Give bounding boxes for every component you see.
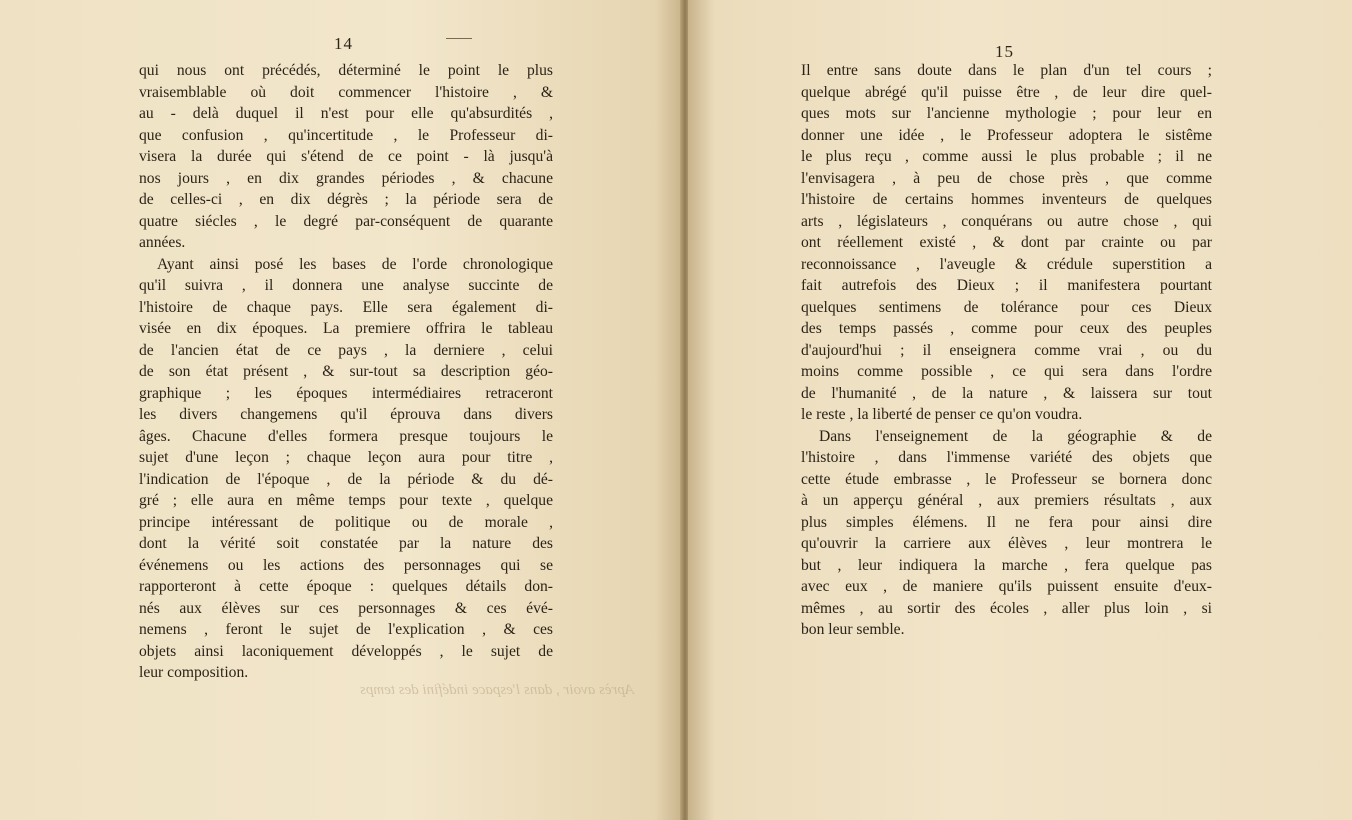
text-line: moins comme possible , ce qui sera dans l'ordre	[801, 363, 1212, 380]
text-line: quatre siécles , le degré par-conséquent de quarante	[139, 212, 553, 230]
text-line: qu'il suivra , il donnera une analyse succinte de	[139, 277, 553, 294]
text-line: dont la vérité soit constatée par la nature des	[139, 535, 553, 552]
text-line: plus simples élémens. Il ne fera pour ainsi dire	[801, 513, 1212, 531]
text-line: événemens ou les actions des personnages qui se	[139, 556, 553, 574]
text-line: de son état présent , & sur-tout sa description géo-	[139, 363, 553, 380]
text-line: à un apperçu général , aux premiers résultats , aux	[801, 492, 1212, 509]
text-line: de celles-ci , en dix dégrès ; la période sera de	[139, 191, 553, 208]
text-line: l'envisagera , à peu de chose près , que comme	[801, 169, 1212, 187]
text-line: but , leur indiquera la marche , fera quelque pas	[801, 556, 1212, 574]
text-line: graphique ; les époques intermédiaires retraceront	[139, 384, 553, 402]
text-line: fait autrefois des Dieux ; il manifestera pourtant	[801, 277, 1212, 294]
header-rule	[446, 38, 472, 39]
text-line: ont réellement existé , & dont par crainte ou par	[801, 234, 1212, 251]
text-line: Il entre sans doute dans le plan d'un tel cours ;	[801, 62, 1212, 79]
text-line: de l'ancien état de ce pays , la derniere , celui	[139, 341, 553, 359]
left-page-text	[139, 60, 553, 684]
text-line: l'indication de l'époque , de la période & du dé-	[139, 470, 553, 488]
text-line: mêmes , au sortir des écoles , aller plus loin , si	[801, 599, 1212, 617]
text-line: bon leur semble.	[801, 621, 905, 638]
text-line: quelque abrégé qu'il puisse être , de leur dire quel-	[801, 83, 1212, 101]
page-number-right: 15	[995, 42, 1014, 61]
text-line: qu'ouvrir la carriere aux élèves , leur montrera le	[801, 535, 1212, 552]
text-line: cette étude embrasse , le Professeur se bornera donc	[801, 470, 1212, 488]
text-line: années.	[139, 234, 186, 251]
text-line: le plus reçu , comme aussi le plus probable ; il ne	[801, 148, 1212, 165]
text-line: des temps passés , comme pour ceux des peuples	[801, 320, 1212, 337]
text-line: quelques sentimens de tolérance pour ces Dieux	[801, 298, 1212, 316]
right-page-text	[801, 60, 1212, 641]
text-line: d'aujourd'hui ; il enseignera comme vrai , ou du	[801, 341, 1212, 359]
text-line: Dans l'enseignement de la géographie & de	[819, 427, 1212, 445]
text-line: Ayant ainsi posé les bases de l'orde chronologique	[157, 255, 553, 273]
text-line: reconnoissance , l'aveugle & crédule superstition a	[801, 255, 1212, 273]
text-line: âges. Chacune d'elles formera presque toujours le	[139, 427, 553, 445]
text-line: visera la durée qui s'étend de ce point - là jusqu'à	[139, 148, 553, 165]
text-line: avec eux , de maniere qu'ils puissent ensuite d'eux-	[801, 578, 1212, 595]
text-line: vraisemblable où doit commencer l'histoire , &	[139, 83, 553, 101]
text-line: objets ainsi laconiquement développés , le sujet de	[139, 642, 553, 660]
text-line: l'histoire de chaque pays. Elle sera également di-	[139, 298, 553, 316]
text-line: les divers changemens qu'il éprouva dans divers	[139, 406, 553, 423]
text-line: leur composition.	[139, 664, 249, 681]
text-line: ques mots sur l'ancienne mythologie ; pour leur en	[801, 105, 1212, 122]
text-line: nos jours , en dix grandes périodes , & chacune	[139, 169, 553, 187]
text-line: rapporteront à cette époque : quelques détails don-	[139, 578, 553, 595]
text-line: le reste , la liberté de penser ce qu'on voudra.	[801, 406, 1083, 423]
text-line: gré ; elle aura en même temps pour texte , quelque	[139, 492, 553, 509]
page-number-left: 14	[334, 34, 353, 53]
bleed-through-text: Après avoir , dans l'espace indéfini des temps	[360, 682, 634, 698]
text-line: qui nous ont précédés, déterminé le point le plus	[139, 62, 553, 79]
text-line: l'histoire de certains hommes inventeurs de quelques	[801, 191, 1212, 208]
text-line: nemens , feront le sujet de l'explication , & ces	[139, 621, 553, 638]
text-line: arts , législateurs , conquérans ou autre chose , qui	[801, 212, 1212, 230]
text-line: nés aux élèves sur ces personnages & ces évé-	[139, 599, 553, 617]
text-line: l'histoire , dans l'immense variété des objets que	[801, 449, 1212, 466]
text-line: au - delà duquel il n'est pour elle qu'absurdités ,	[139, 105, 553, 122]
text-line: visée en dix époques. La premiere offrira le tableau	[139, 320, 553, 337]
text-line: donner une idée , le Professeur adoptera le sistême	[801, 126, 1212, 144]
text-line: que confusion , qu'incertitude , le Professeur di-	[139, 126, 553, 144]
right-page	[688, 0, 1352, 820]
text-line: sujet d'une leçon ; chaque leçon aura pour titre ,	[139, 449, 553, 466]
text-line: principe intéressant de politique ou de morale ,	[139, 513, 553, 531]
text-line: de l'humanité , de la nature , & laissera sur tout	[801, 384, 1212, 402]
